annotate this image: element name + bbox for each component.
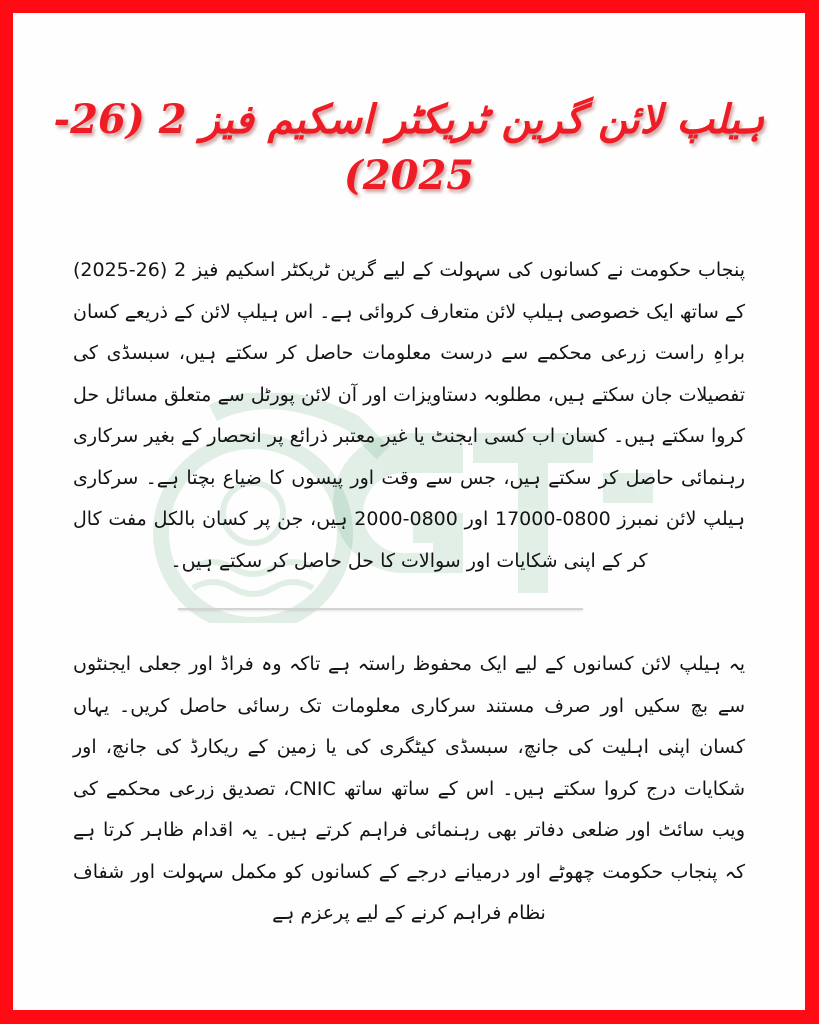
page-frame: [13, 13, 805, 1010]
page-title: ہیلپ لائن گرین ٹریکٹر اسکیم فیز 2 (26-2025): [53, 95, 765, 199]
details-paragraph: یہ ہیلپ لائن کسانوں کے لیے ایک محفوظ راستہ ہے تاکہ وہ فراڈ اور جعلی ایجنٹوں سے بچ سکیں اور صرف مستند سرکاری معلومات تک رسائی حاصل کریں۔ یہاں کسان اپنی اہلیت کی جانچ، سبسڈی کیٹگری کی یا زمین کے ریکارڈ کی جانچ، اور شکایات درج کروا سکتے ہیں۔ اس کے ساتھ ساتھ CNIC، تصدیق زرعی محکمے کی ویب سائٹ اور ضلعی دفاتر بھی رہنمائی فراہم کرتے ہیں۔ یہ اقدام ظاہر کرتا ہے کہ پنجاب حکومت چھوٹے اور درمیانے درجے کے کسانوں کو مکمل سہولت اور شفاف نظام فراہم کرنے کے لیے پرعزم ہے: [73, 653, 745, 924]
intro-paragraph: پنجاب حکومت نے کسانوں کی سہولت کے لیے گرین ٹریکٹر اسکیم فیز 2 (26-2025) کے ساتھ ایک خصوصی ہیلپ لائن متعارف کروائی ہے۔ اس ہیلپ لائن کے ذریعے کسان براہِ راست زرعی محکمے سے درست معلومات حاصل کر سکتے ہیں، سبسڈی کی تفصیلات جان سکتے ہیں، مطلوبہ دستاویزات اور آن لائن پورٹل سے متعلق مسائل حل کروا سکتے ہیں۔ کسان اب کسی ایجنٹ یا غیر معتبر ذرائع پر انحصار کے بغیر سرکاری رہنمائی حاصل کر سکتے ہیں، جس سے وقت اور پیسوں کا ضیاع بچتا ہے۔ سرکاری ہیلپ لائن نمبرز 0800-17000 اور 0800-2000 ہیں، جن پر کسان بالکل مفت کال کر کے اپنی شکایات اور سوالات کا حل حاصل کر سکتے ہیں۔: [73, 259, 746, 572]
section-divider: [178, 608, 583, 610]
